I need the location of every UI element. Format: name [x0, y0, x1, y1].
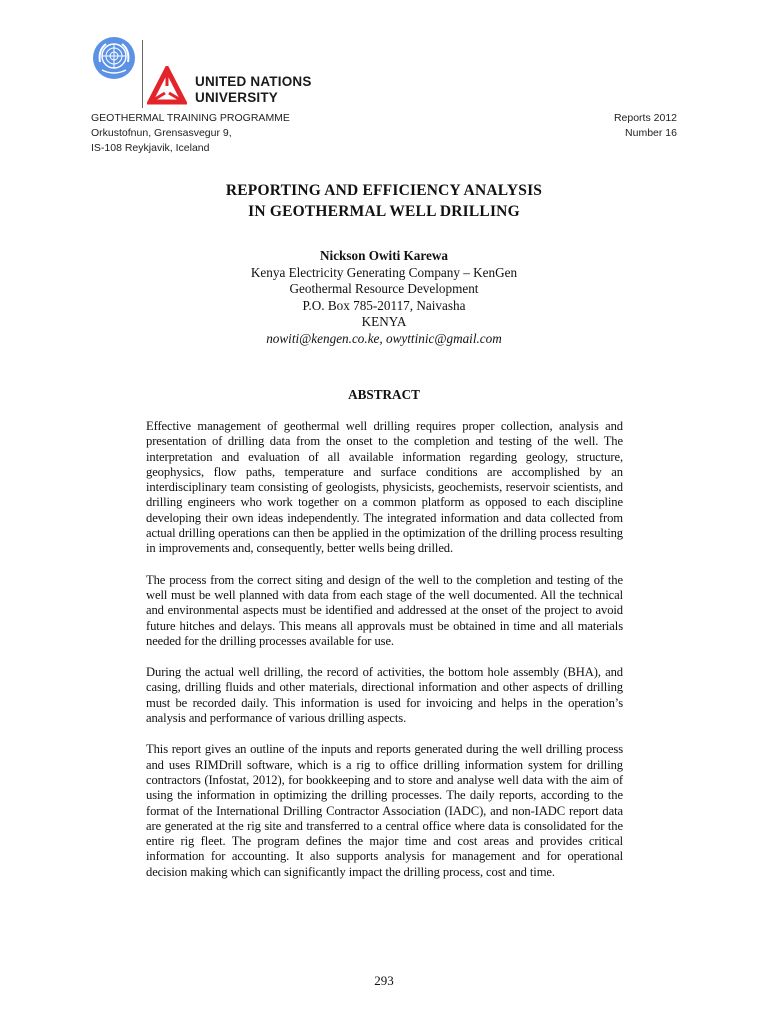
unu-name-line1: UNITED NATIONS: [195, 74, 312, 89]
abstract-paragraph-2: The process from the correct siting and design of the well to the completion and testing of the well must be well planned with data from each stage of the well documented. All the technical and environmental aspects must be identified and addressed at the onset of the project to avoid future hitches and delays. This means all approvals must be obtained in time and all materials needed for the drilling processes available for use.: [146, 572, 623, 648]
report-year: Reports 2012: [613, 112, 677, 124]
report-number: Number 16: [625, 127, 677, 139]
address-line1: Orkustofnun, Grensasvegur 9,: [91, 127, 232, 139]
author-block: [0, 248, 768, 347]
title-line2: IN GEOTHERMAL WELL DRILLING: [248, 203, 520, 220]
address-line2: IS-108 Reykjavik, Iceland: [91, 142, 210, 154]
author-email: nowiti@kengen.co.ke, owyttinic@gmail.com: [266, 330, 502, 346]
unu-logo-icon: [147, 66, 187, 108]
programme-name: GEOTHERMAL TRAINING PROGRAMME: [91, 112, 290, 124]
unu-name: [195, 74, 312, 106]
page-number: 293: [374, 973, 394, 988]
author-org: Kenya Electricity Generating Company – KenGen: [250, 264, 518, 280]
header-divider: [142, 40, 143, 108]
abstract-heading: ABSTRACT: [348, 387, 420, 402]
programme-address: [91, 111, 290, 156]
author-country: KENYA: [361, 314, 407, 329]
abstract-body: [146, 419, 623, 896]
author-name: Nickson Owiti Karewa: [320, 248, 448, 263]
author-dept: Geothermal Resource Development: [289, 281, 479, 296]
paper-title: [0, 180, 768, 222]
author-box: P.O. Box 785-20117, Naivasha: [302, 297, 466, 313]
un-emblem-icon: [92, 36, 136, 80]
abstract-paragraph-3: During the actual well drilling, the record of activities, the bottom hole assembly (BHA), and casing, drilling fluids and other materials, directional information and other aspects of drilling must be recorded daily. This information is used for invoicing and helps in the operation’s analysis and performance of various drilling aspects.: [146, 665, 623, 726]
unu-name-line2: UNIVERSITY: [195, 90, 279, 105]
abstract-paragraph-1: Effective management of geothermal well drilling requires proper collection, analysis and presentation of drilling data from the onset to the completion and testing of the well. The interpretation and evaluation of all available information regarding geology, structure, geophysics, flow paths, temperature and surface conditions are accomplished by an interdisciplinary team consisting of geologists, physicists, geochemists, reservoir scientists, and drilling engineers who work together on a common platform as opposed to each discipline developing their own ideas independently. The integrated information and data collected from actual drilling operations can then be applied in the optimization of the drilling process resulting in improvements and, consequently, better wells being drilled.: [146, 419, 623, 556]
report-info: [614, 111, 677, 141]
title-line1: REPORTING AND EFFICIENCY ANALYSIS: [225, 182, 543, 199]
abstract-paragraph-4: This report gives an outline of the inputs and reports generated during the well drilling process and uses RIMDrill software, which is a rig to office drilling information system for drilling contractors (Infostat, 2012), for bookkeeping and to store and analyse well data with the aim of using the information in optimizing the drilling processes. The daily reports, according to the format of the International Drilling Contractor Association (IADC), and non-IADC report data are generated at the rig site and transferred to a central office where data is consolidated for the entire rig fleet. The program defines the major time and cost areas and provides critical information for accounting. It also supports analysis for management and for operational decision making which can significantly impact the drilling process, cost and time.: [146, 742, 623, 879]
